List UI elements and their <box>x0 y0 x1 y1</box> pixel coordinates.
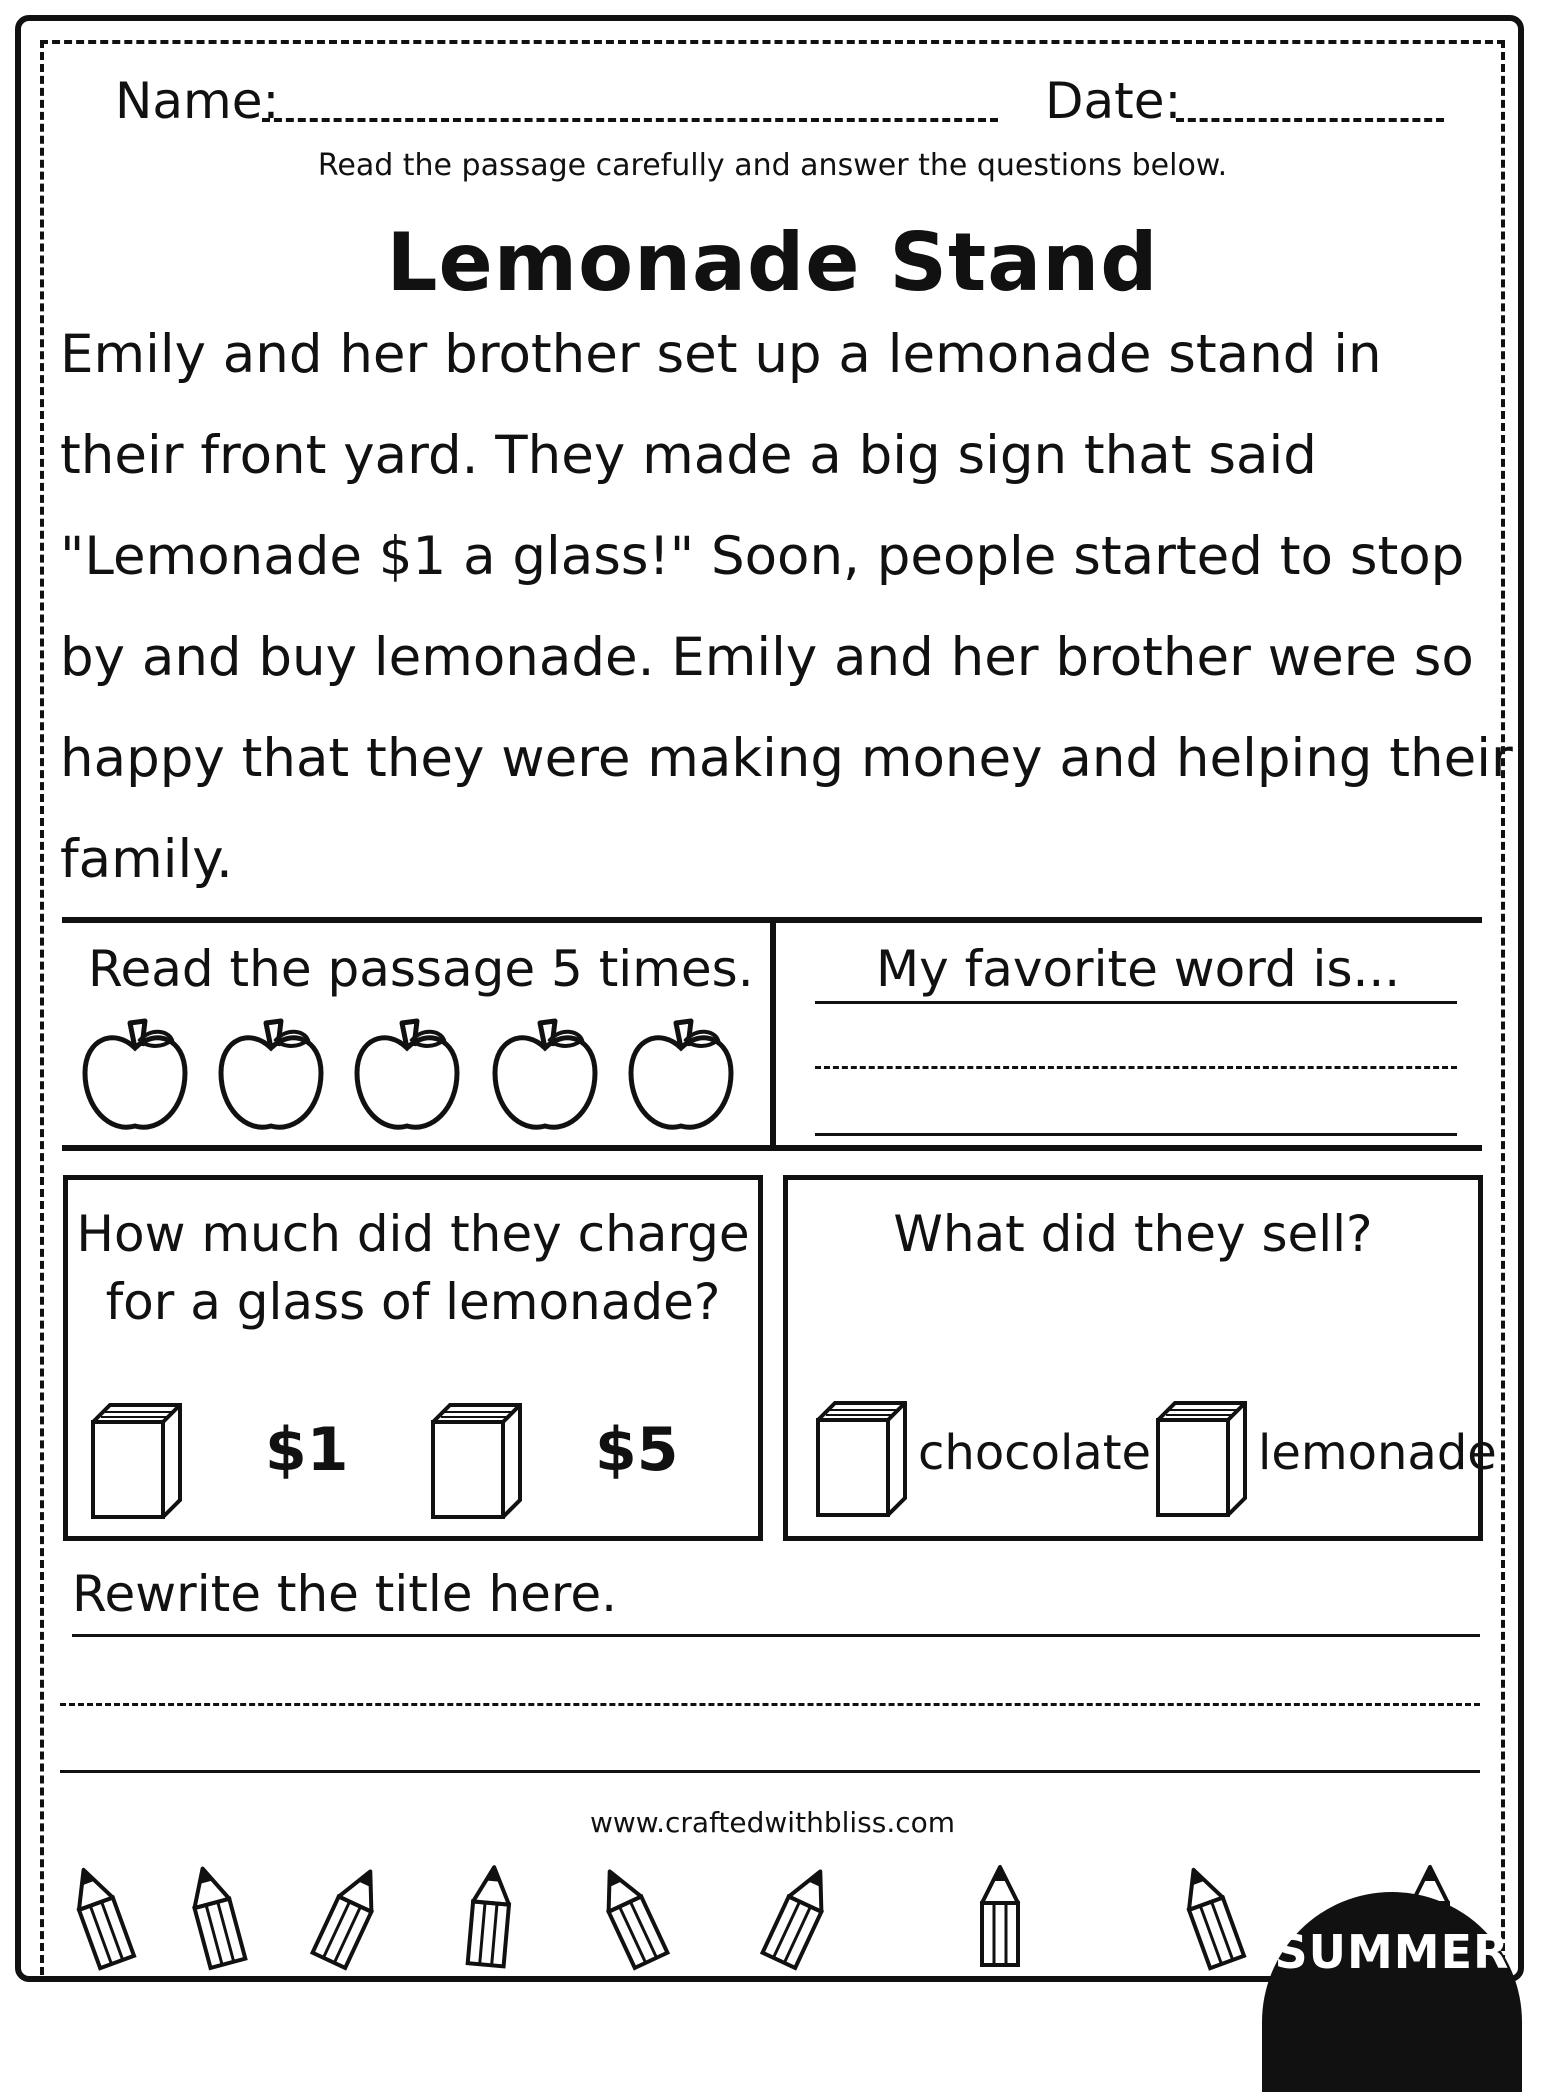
writing-line[interactable] <box>60 1770 1480 1773</box>
apple-icon[interactable] <box>626 1018 738 1136</box>
apple-icon[interactable] <box>216 1018 328 1136</box>
option-lemonade: lemonade <box>1258 1425 1497 1481</box>
season-badge-label: SUMMER <box>1274 1925 1510 1979</box>
book-checkbox-icon[interactable] <box>425 1400 525 1520</box>
name-label: Name: <box>115 72 280 130</box>
book-checkbox-icon[interactable] <box>85 1400 185 1520</box>
book-checkbox-icon[interactable] <box>1150 1398 1250 1518</box>
question-line: for a glass of lemonade? <box>105 1273 721 1331</box>
passage-line: their front yard. They made a big sign that said <box>60 425 1317 486</box>
date-field[interactable] <box>1176 118 1444 122</box>
question-line: How much did they charge <box>76 1205 750 1263</box>
pencil-icon <box>960 1865 1040 1965</box>
book-checkbox-icon[interactable] <box>810 1398 910 1518</box>
option-price-1: $1 <box>265 1415 349 1485</box>
writing-midline <box>815 1066 1457 1069</box>
rewrite-label: Rewrite the title here. <box>72 1565 618 1623</box>
page-title: Lemonade Stand <box>386 216 1159 309</box>
name-field[interactable] <box>262 118 998 122</box>
writing-line[interactable] <box>815 1133 1457 1136</box>
option-chocolate: chocolate <box>918 1425 1152 1481</box>
question-price <box>63 1200 763 1336</box>
writing-line[interactable] <box>815 1001 1457 1004</box>
apple-icon[interactable] <box>490 1018 602 1136</box>
website-url: www.craftedwithbliss.com <box>589 1806 956 1839</box>
writing-line[interactable] <box>72 1634 1480 1637</box>
favorite-word-label: My favorite word is... <box>876 940 1401 998</box>
option-price-5: $5 <box>595 1415 679 1485</box>
section-divider <box>770 920 776 1148</box>
question-sell: What did they sell? <box>893 1205 1373 1263</box>
passage-line: "Lemonade $1 a glass!" Soon, people started to stop <box>60 526 1465 587</box>
apple-icon[interactable] <box>80 1018 192 1136</box>
pencil-icon <box>446 1862 534 1969</box>
passage-line: family. <box>60 829 233 890</box>
date-label: Date: <box>1045 72 1182 130</box>
writing-midline <box>60 1703 1480 1706</box>
reading-passage <box>60 304 1513 910</box>
passage-line: Emily and her brother set up a lemonade stand in <box>60 324 1382 385</box>
apple-icon[interactable] <box>352 1018 464 1136</box>
passage-line: happy that they were making money and helping their <box>60 728 1513 789</box>
read-times-label: Read the passage 5 times. <box>88 940 754 998</box>
instructions: Read the passage carefully and answer the questions below. <box>317 148 1228 183</box>
passage-line: by and buy lemonade. Emily and her brother were so <box>60 627 1474 688</box>
